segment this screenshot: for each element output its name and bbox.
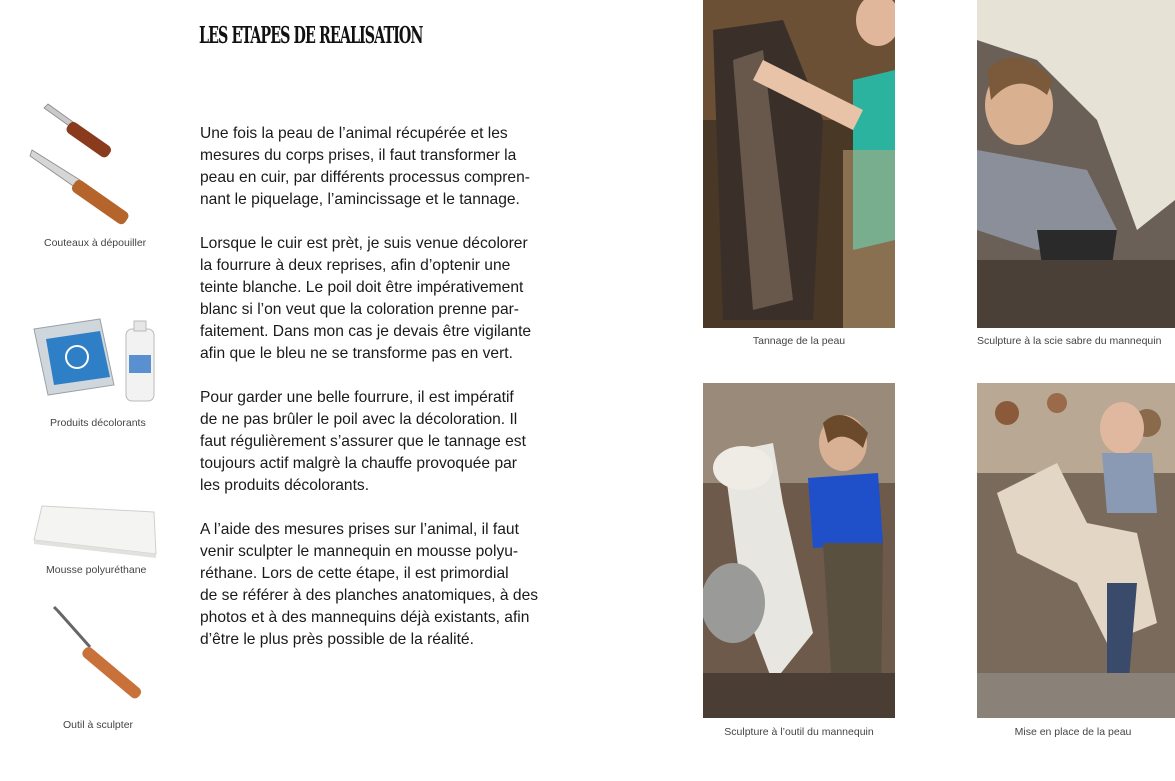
photo-tanning (703, 0, 895, 328)
photo-caption-skin: Mise en place de la peau (1014, 726, 1132, 738)
photo-caption-tool: Sculpture à l’outil du mannequin (724, 726, 874, 738)
photo-skin-placement (977, 383, 1175, 718)
sculpting-tool-icon (50, 605, 160, 705)
page-title: LES ETAPES DE REALISATION (199, 22, 423, 49)
skinning-knives-image (28, 98, 148, 238)
tool-caption-knives: Couteaux à dépouiller (44, 237, 147, 249)
photo-caption-saw: Sculpture à la scie sabre du mannequin (977, 335, 1162, 347)
foam-block-icon (32, 500, 162, 560)
sculpting-tool-image (50, 605, 160, 710)
paragraph-mannequin: A l’aide des mesures prises sur l’animal, il faut venir sculpter le mannequin en mousse polyu- réthane. Lors de cette étape, il est primordial de se référer à des planches anatomiques, à des photos et à des mannequins déjà existants, afin d’être le plus près possible de la réalité. (200, 521, 539, 648)
body-text (200, 123, 560, 673)
photo-tool-sculpting (703, 383, 895, 718)
bleach-products-image (30, 315, 160, 410)
paragraph-fur-care: Pour garder une belle fourrure, il est impératif de ne pas brûler le poil avec la décoloration. Il faut régulièrement s’assurer que le tannage est toujours actif malgrè la chauffe provoquée par les produits décolorants. (200, 389, 526, 494)
tool-caption-bleach: Produits décolorants (50, 417, 146, 429)
photo-saw-sculpting (977, 0, 1175, 328)
bleach-products-icon (30, 315, 160, 405)
paragraph-tanning: Une fois la peau de l’animal récupérée et les mesures du corps prises, il faut transformer la peau en cuir, par différents processus compren- nant le piquelage, l’amincissage et le tannage. (200, 125, 530, 208)
foam-block-image (32, 500, 162, 565)
tool-caption-sculpt: Outil à sculpter (63, 719, 134, 731)
tool-caption-foam: Mousse polyuréthane (46, 564, 147, 576)
skinning-knives-icon (28, 98, 148, 233)
photo-caption-tanning: Tannage de la peau (752, 335, 846, 347)
paragraph-bleaching: Lorsque le cuir est prèt, je suis venue décolorer la fourrure à deux reprises, afin d’optenir une teinte blanche. Le poil doit être impérativement blanc si l’on veut que la coloration prenne par- faitement. Dans mon cas je devais être vigilante afin que le bleu ne se transforme pas en vert. (200, 235, 532, 362)
